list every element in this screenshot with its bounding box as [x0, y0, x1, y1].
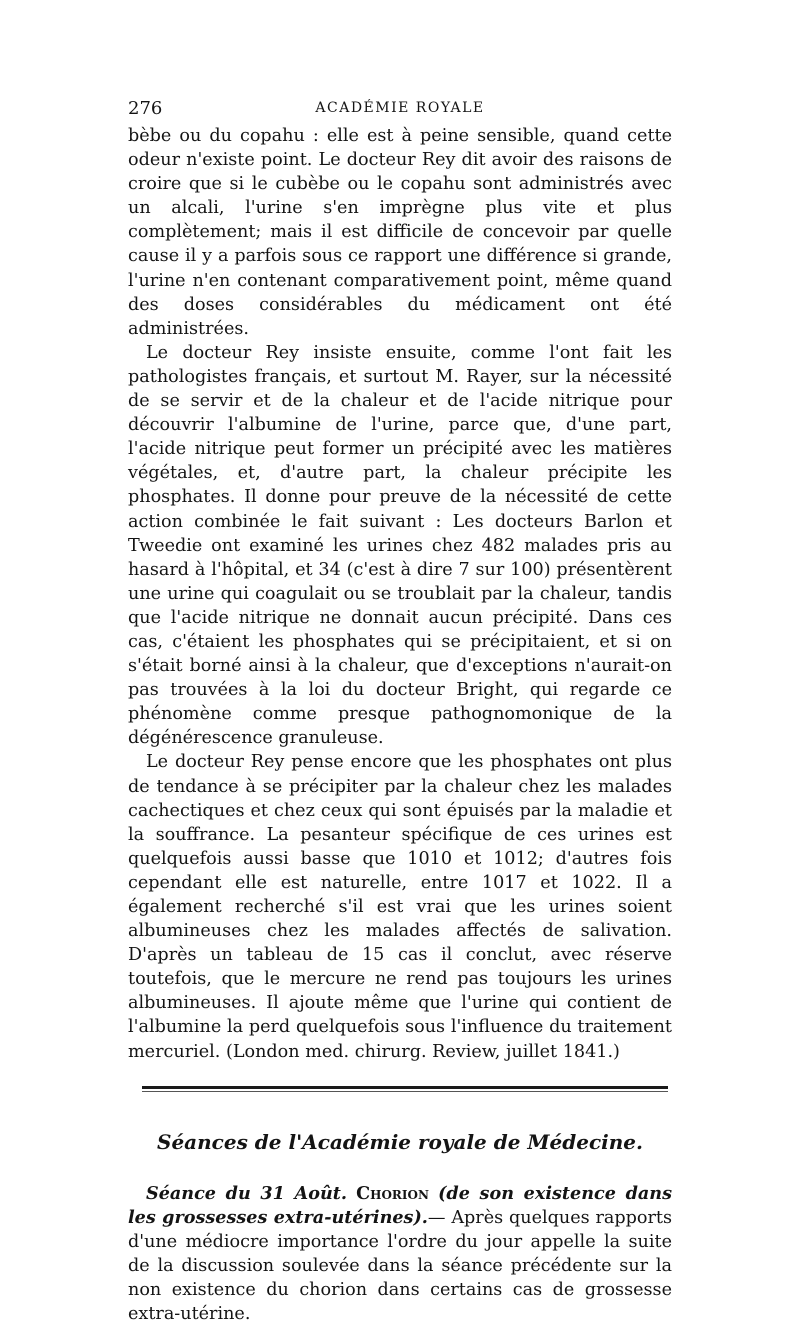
page-number: 276: [128, 98, 163, 119]
seance-body: — Après quelques rapports d'une médiocre importance l'ordre du jour appelle la suite de la discussion soulevée dans la séance précédente sur la non existence du chorion dans certains cas de grossesse extra-utérine.: [128, 1207, 672, 1325]
paragraph-rey-nitric-acid: Le docteur Rey insiste ensuite, comme l'ont fait les pathologistes français, et surtout M. Rayer, sur la nécessité de se servir et de la chaleur et de l'acide nitrique pour découvrir l'albumine de l'urine, parce que, d'une part, l'acide nitrique peut former un précipité avec les matières végétales, et, d'autre part, la chaleur précipite les phosphates. Il donne pour preuve de la nécessité de cette action combinée le fait suivant : Les docteurs Barlon et Tweedie ont examiné les urines chez 482 malades pris au hasard à l'hôpital, et 34 (c'est à dire 7 sur 100) présentèrent une urine qui coagulait ou se troublait par la chaleur, tandis que l'acide nitrique ne donnait aucun précipité. Dans ces cas, c'étaient les phosphates qui se précipitaient, et si on s'était borné ainsi à la chaleur, que d'exceptions n'aurait-on pas trouvées à la loi du docteur Bright, qui regarde ce phénomène comme presque pathognomonique de la dégénérescence granuleuse.: [128, 342, 672, 749]
topic-caps: Chorion: [356, 1182, 429, 1204]
section-title: Séances de l'Académie royale de Médecine.: [157, 1129, 643, 1154]
divider-thick-rule: [142, 1086, 668, 1089]
seance-label: Séance du 31 Août.: [146, 1182, 347, 1204]
paragraph-seance: [128, 1182, 672, 1326]
book-page: [128, 92, 672, 1326]
topic-italic: (de son existence dans les grossesses extra-utérines).: [128, 1182, 672, 1228]
paragraph-continuation: bèbe ou du copahu : elle est à peine sensible, quand cette odeur n'existe point. Le docteur Rey dit avoir des raisons de croire que si le cubèbe ou le copahu sont administrés avec un alcali, l'urine s'en imprègne plus vite et plus complètement; mais il est difficile de concevoir par quelle cause il y a parfois sous ce rapport une différence si grande, l'urine n'en contenant comparativement point, même quand des doses considérables du médicament ont été administrées.: [128, 126, 672, 339]
section-divider: [128, 1084, 672, 1094]
paragraph-rey-phosphates: Le docteur Rey pense encore que les phosphates ont plus de tendance à se précipiter par la chaleur chez les malades cachectiques et chez ceux qui sont épuisés par la maladie et la souffrance. La pesanteur spécifique de ces urines est quelquefois aussi basse que 1010 et 1012; d'autres fois cependant elle est naturelle, entre 1017 et 1022. Il a également recherché s'il est vrai que les urines soient albumineuses chez les malades affectés de salivation. D'après un tableau de 15 cas il conclut, avec réserve toutefois, que le mercure ne rend pas toujours les urines albumineuses. Il ajoute même que l'urine qui contient de l'albumine la perd quelquefois sous l'influence du traitement mercuriel. (London med. chirurg. Review, juillet 1841.): [128, 752, 672, 1062]
divider-thin-rule: [142, 1091, 668, 1092]
running-head: ACADÉMIE ROYALE: [315, 100, 485, 116]
page-header: [128, 92, 672, 120]
